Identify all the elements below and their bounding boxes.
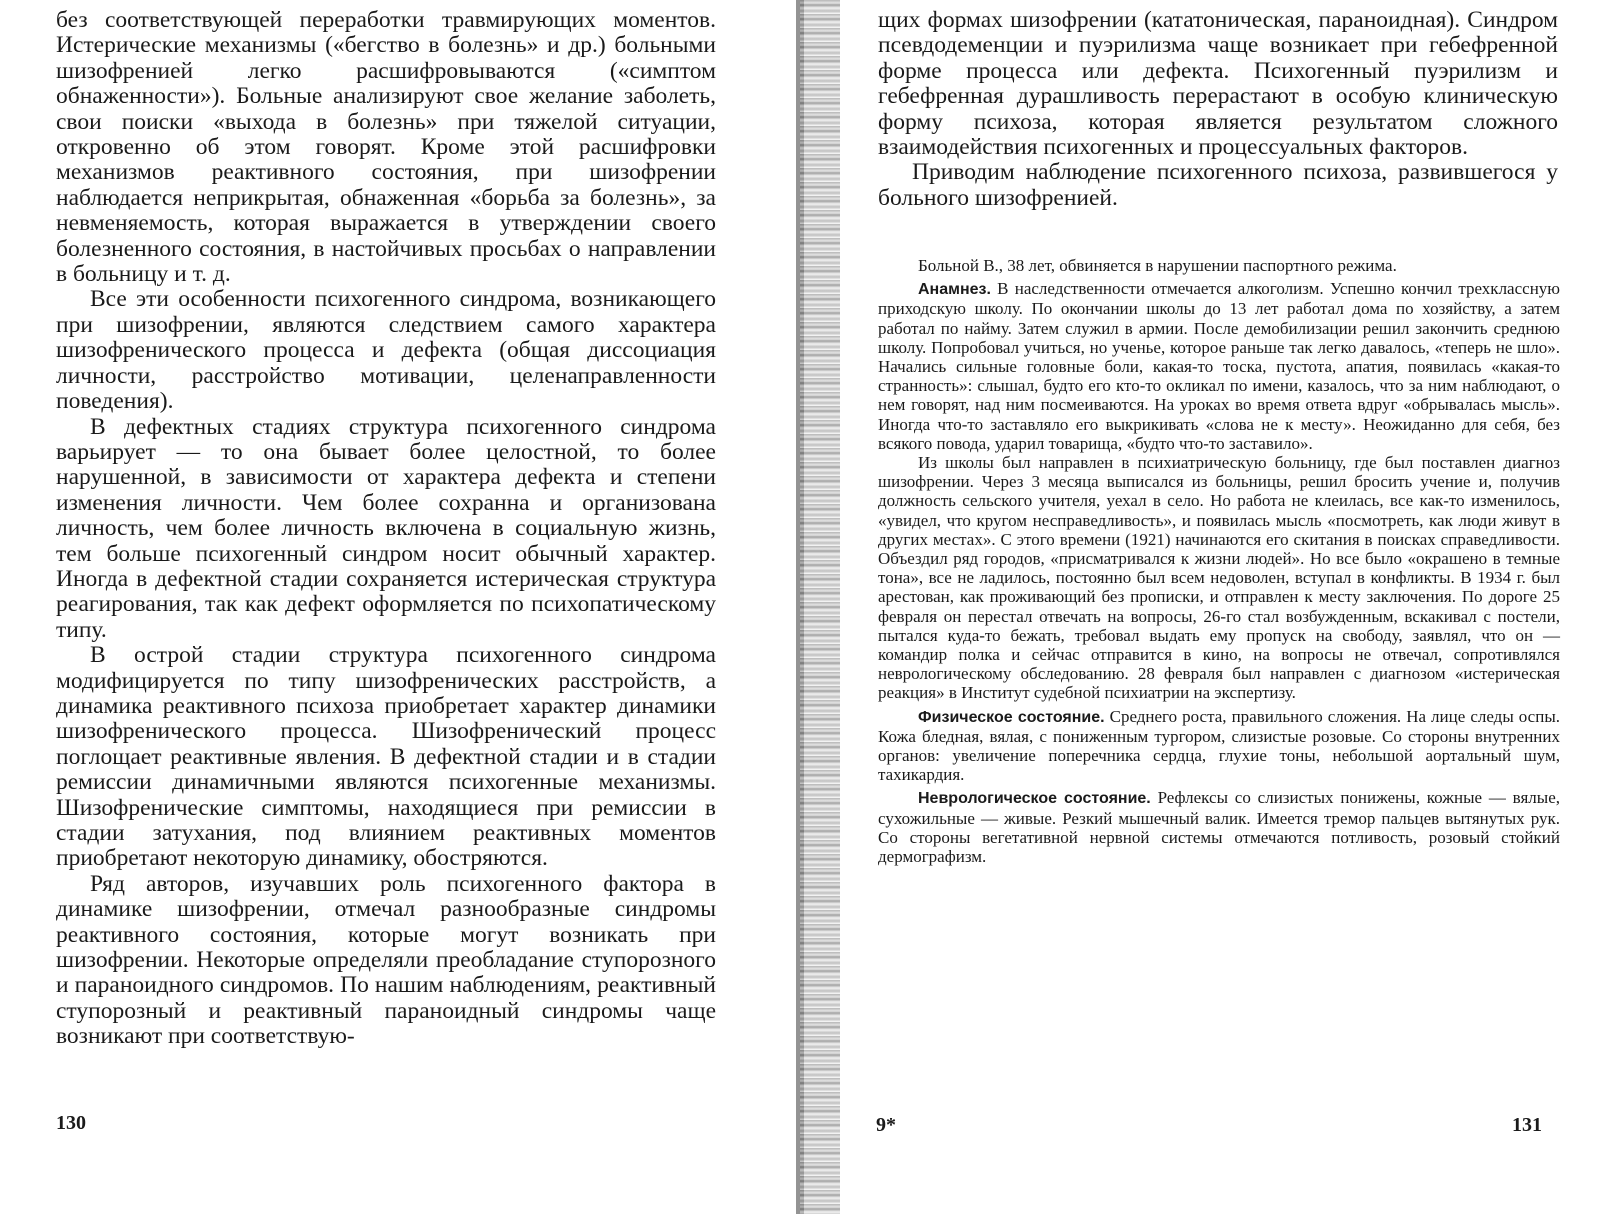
physical-paragraph	[878, 707, 1560, 785]
left-paragraph-4: В острой стадии структура психогенного синдрома модифицируется по типу шизофренических расстройств, а динамика реактивного психоза приобретает характер динамики шизофренического процесса. Шизофренический процесс поглощает реактивные явления. В дефектной стадии и в стадии ремиссии динамичными являются психогенные механизмы. Шизофренические симптомы, находящиеся при ремиссии в стадии затухания, под влиянием реактивных моментов приобретают некоторую динамику, обостряются.	[56, 642, 716, 872]
anamnesis-text: В наследственности отмечается алкоголизм. Успешно кончил трехклассную приходскую школу. По окончании школы до 13 лет работал дома по хозяйству, а затем работал по найму. Затем служил в армии. После демобилизации решил закончить среднюю школу. Попробовал учиться, но ученье, которое раньше так легко давалось, «теперь не шло». Начались сильные головные боли, какая-то тоска, пустота, апатия, появилась «какая-то странность»: слышал, будто его кто-то окликал по имени, казалось, что за ним наблюдают, о нем говорят, над ним посмеиваются. На уроках во время ответа вдруг «обрывалась мысль». Иногда что-то заставляло его выкрикивать «слова не к месту». Неожиданно для себя, без всякого повода, ударил товарища, «будто что-то заставило».	[878, 279, 1560, 453]
case-report	[878, 256, 1560, 866]
right-page	[860, 0, 1600, 1214]
left-paragraph-1: без соответствующей переработки травмирующих моментов. Истерические механизмы («бегство в болезнь» и др.) больными шизофренией легко расшифровываются («симптом обнаженности»). Больные анализируют свое желание заболеть, свои поиски «выхода в болезнь» при тяжелой ситуации, откровенно об этом говорят. Кроме этой расшифровки механизмов реактивного состояния, при шизофрении наблюдается неприкрытая, обнаженная «борьба за болезнь», за невменяемость, которая выражается в утверждении своего болезненного состояния, в настойчивых просьбах о направлении в больницу и т. д.	[56, 7, 716, 288]
neuro-text: Рефлексы со слизистых понижены, кожные — вялые, сухожильные — живые. Резкий мышечный валик. Имеется тремор пальцев вытянутых рук. Со стороны вегетативной нервной системы отмечаются потливость, розовый стойкий дермографизм.	[878, 788, 1561, 867]
right-paragraph-1: щих формах шизофрении (кататоническая, параноидная). Синдром псевдодеменции и пуэрилизма чаще возникает при гебефренной форме процесса или дефекта. Психогенный пуэрилизм и гебефренная дурашливость перерастают в особую клиническую форму психоза, которая является результатом сложного взаимодействия психогенных и процессуальных факторов.	[878, 7, 1558, 161]
anamnesis-paragraph-2: Из школы был направлен в психиатрическую больницу, где был поставлен диагноз шизофрении. Через 3 месяца выписался из больницы, решил бросить учение и, получив должность сельского учителя, уехал в село. Но работа не клеилась, все как-то изменилось, «увидел, что кругом несправедливость», и появилась мысль «посмотреть, как люди живут в других местах». С этого времени (1921) начинаются его скитания в поисках справедливости. Объездил ряд городов, «присматривался к жизни людей». Но все было «окрашено в темные тона», все не ладилось, постоянно был всем недоволен, вступал в конфликты. В 1934 г. был арестован, как проживающий без прописки, и отправлен к месту заключения. По дороге 25 февраля он перестал отвечать на вопросы, 26-го стал возбужденным, вскакивал с постели, пытался куда-то бежать, требовал выдать ему пропуск на свободу, заявлял, что он — командир полка и сейчас отправится в кино, на вопросы не отвечал, сопротивлялся неврологическому обследованию. 28 февраля был направлен с диагнозом «истерическая реакция» в Институт судебной психиатрии на экспертизу.	[878, 453, 1560, 703]
neuro-paragraph	[878, 788, 1560, 866]
right-paragraph-2: Приводим наблюдение психогенного психоза, развившегося у больного шизофренией.	[878, 159, 1558, 211]
right-page-main-text	[878, 8, 1558, 211]
left-page-text	[56, 8, 716, 1050]
case-intro: Больной В., 38 лет, обвиняется в нарушении паспортного режима.	[918, 256, 1397, 275]
neuro-title: Неврологическое состояние.	[918, 790, 1151, 808]
anamnesis-title: Анамнез.	[918, 281, 991, 299]
left-paragraph-5: Ряд авторов, изучавших роль психогенного фактора в динамике шизофрении, отмечал разнообразные синдромы реактивного состояния, которые могут возникать при шизофрении. Некоторые определяли преобладание ступорозного и параноидного синдромов. По нашим наблюдениям, реактивный ступорозный и реактивный параноидный синдромы чаще возникают при соответствую-	[56, 870, 716, 1050]
signature-mark: 9*	[876, 1114, 896, 1136]
left-paragraph-2: Все эти особенности психогенного синдрома, возникающего при шизофрении, являются следствием самого характера шизофренического процесса и дефекта (общая диссоциация личности, расстройство мотивации, целенаправленности поведения).	[56, 286, 716, 415]
left-paragraph-3: В дефектных стадиях структура психогенного синдрома варьирует — то она бывает более целостной, то более нарушенной, в зависимости от характера дефекта и степени изменения личности. Чем более сохранна и организована личность, чем более личность включена в социальную жизнь, тем больше психогенный синдром носит обычный характер. Иногда в дефектной стадии сохраняется истерическая структура реагирования, так как дефект оформляется по психопатическому типу.	[56, 413, 716, 643]
physical-title: Физическое состояние.	[918, 708, 1105, 726]
left-page	[0, 0, 780, 1214]
right-page-number: 131	[1512, 1114, 1542, 1136]
book-gutter	[800, 0, 840, 1214]
left-page-number: 130	[56, 1112, 86, 1134]
physical-text: Среднего роста, правильного сложения. На лице следы оспы. Кожа бледная, вялая, с пониженным тургором, слизистые розовые. Со стороны внутренних органов: увеличение поперечника сердца, глухие тоны, небольшой аортальный шум, тахикардия.	[878, 706, 1561, 785]
anamnesis-paragraph	[878, 279, 1560, 453]
